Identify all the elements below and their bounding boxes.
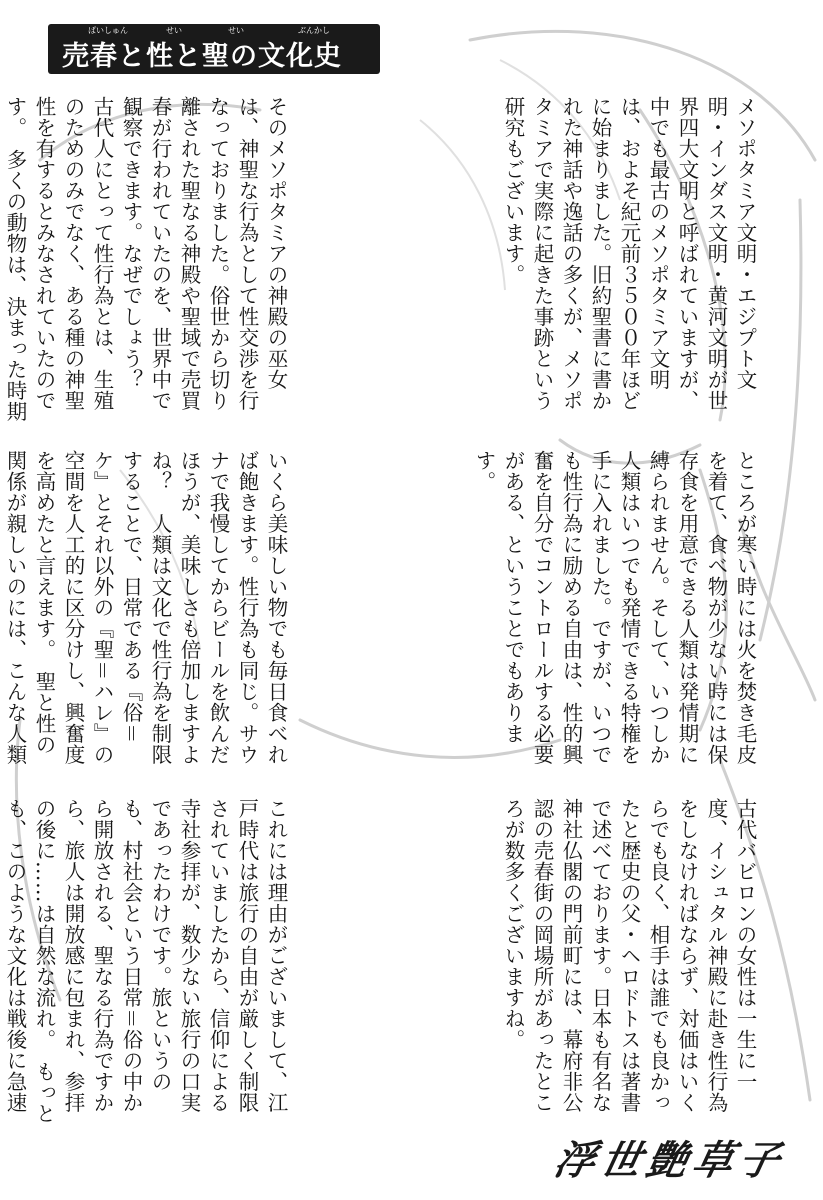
body-paragraph: これには理由がございまして、江戸時代は旅行の自由が厳しく制限されていましたから、信仰による寺社参拝が、数少ない旅行の口実であったわけです。旅というのも、村社会という日常＝俗の中から開放される、聖なる行為ですから、旅人は開放感に包まれ、参拝の後に……は自然な流れ。 もっとも、このような文化は戦後に急速 <box>3 798 288 1124</box>
title-ruby: せい <box>166 26 182 35</box>
body-column <box>299 96 759 426</box>
body-paragraph: メソポタミア文明・エジプト文明・インダス文明・黄河文明が世界四大文明と呼ばれていますが、中でも最古のメソポタミア文明は、およそ紀元前３５００年ほどに始まりました。旧約聖書に書かれた神話や逸話の多くが、メソポタミアで実際に起きた事跡という研究もございます。 <box>501 96 757 411</box>
title-ruby: せい <box>228 26 244 35</box>
article-title-bar <box>48 24 380 74</box>
body-column <box>319 450 759 775</box>
article-title: 売春と性と聖の文化史 <box>62 41 342 72</box>
body-column <box>309 798 759 1128</box>
body-paragraph: そのメソポタミアの神殿の巫女は、神聖な行為として性交渉を行なっておりました。俗世から切り離された聖なる神殿や聖域で売買春が行われていたのを、世界中で観察できます。なぜでしょう？ 古代人にとって性行為とは、生殖のためのみでなく、ある種の神聖性を有するとみなされていたのです。 多くの動物は、決まった時期 <box>3 96 288 422</box>
title-ruby: ばいしゅん <box>88 26 128 35</box>
title-ruby: ぶんかし <box>298 26 330 35</box>
body-column <box>3 96 290 426</box>
face-outline-line <box>760 200 801 640</box>
body-paragraph: いくら美味しい物でも毎日食べれば飽きます。性行為も同じ。サウナで我慢してからビールを飲んだほうが、美味しさも倍加しますよね？ 人類は文化で性行為を制限することで、日常である『俗＝ケ』とそれ以外の『聖＝ハレ』の空間を人工的に区分けし、興奮度を高めたと言えます。 聖と性の関係が親しいのには、こんな人類 <box>3 450 288 765</box>
body-paragraph: ところが寒い時には火を焚き毛皮を着て、食べ物が少ない時には保存食を用意できる人類は発情期に縛られません。そして、いつしか人類はいつでも発情できる特権を手に入れました。ですが、いつでも性行為に励める自由は、性的興奮を自分でコントロールする必要がある、ということでもあります。 <box>472 450 757 765</box>
body-column <box>3 450 290 775</box>
body-paragraph: 古代バビロンの女性は一生に一度、イシュタル神殿に赴き性行為をしなければならず、対価はいくらでも良く、相手は誰でも良かったと歴史の父・ヘロドトスは著書で述べております。日本も有名な神社仏閣の門前町には、幕府非公認の売春街の岡場所があったところが数多くございますね。 <box>501 798 757 1113</box>
body-column <box>3 798 290 1128</box>
series-signature-logo: 浮世艶草子 <box>550 1137 791 1184</box>
